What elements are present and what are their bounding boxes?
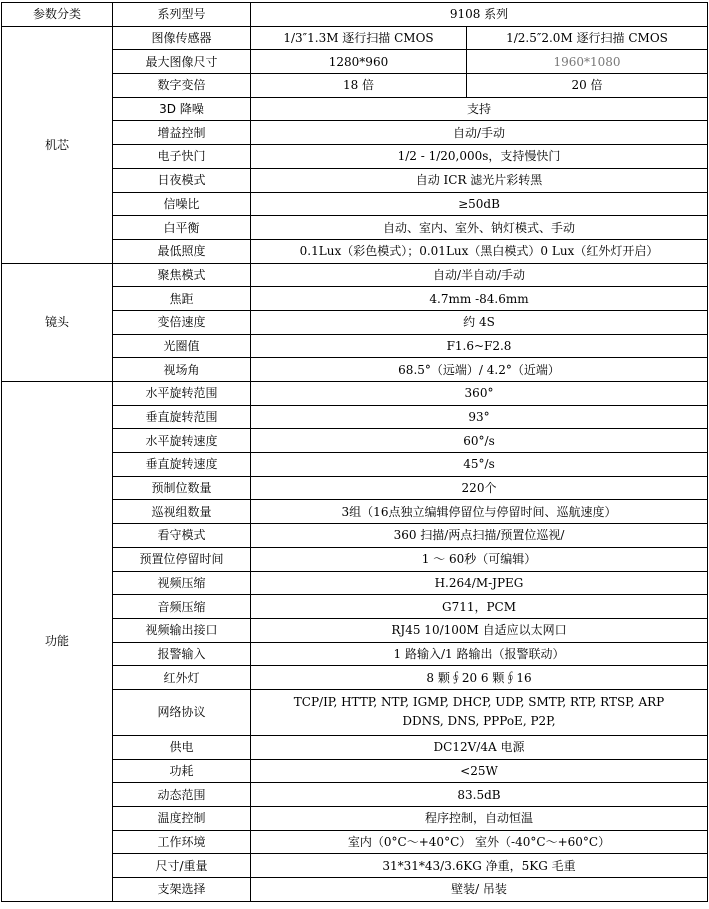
header-model: 系列型号 bbox=[113, 3, 251, 27]
row-value: 程序控制，自动恒温 bbox=[251, 807, 708, 831]
row-value: RJ45 10/100M 自适应以太网口 bbox=[251, 618, 708, 642]
row-value: 31*31*43/3.6KG 净重，5KG 毛重 bbox=[251, 854, 708, 878]
row-name: 温度控制 bbox=[113, 807, 251, 831]
row-name: 尺寸/重量 bbox=[113, 854, 251, 878]
row-name: 网络协议 bbox=[113, 689, 251, 735]
protocol-line: TCP/IP, HTTP, NTP, IGMP, DHCP, UDP, SMTP, RTP, RTSP, ARP bbox=[293, 695, 665, 710]
group-core: 机芯 bbox=[2, 26, 113, 263]
row-value: 0.1Lux（彩色模式）；0.01Lux（黑白模式）0 Lux（红外灯开启） bbox=[251, 239, 708, 263]
row-name: 最低照度 bbox=[113, 239, 251, 263]
row-value: 8 颗∮20 6 颗∮16 bbox=[251, 666, 708, 690]
table-row bbox=[2, 382, 708, 406]
row-name: 音频压缩 bbox=[113, 595, 251, 619]
row-value: 自动/手动 bbox=[251, 121, 708, 145]
row-name: 数字变倍 bbox=[113, 74, 251, 98]
row-value: 93° bbox=[251, 405, 708, 429]
spec-table bbox=[1, 2, 708, 902]
row-name: 焦距 bbox=[113, 287, 251, 311]
row-name: 光圈值 bbox=[113, 334, 251, 358]
row-name: 工作环境 bbox=[113, 830, 251, 854]
row-value: 1 ～ 60秒（可编辑） bbox=[251, 547, 708, 571]
row-value bbox=[251, 689, 708, 735]
row-name: 功耗 bbox=[113, 759, 251, 783]
row-value: 支持 bbox=[251, 97, 708, 121]
row-name: 水平旋转速度 bbox=[113, 429, 251, 453]
row-value: 20 倍 bbox=[467, 74, 708, 98]
row-name: 垂直旋转速度 bbox=[113, 453, 251, 477]
group-lens: 镜头 bbox=[2, 263, 113, 381]
row-value: F1.6~F2.8 bbox=[251, 334, 708, 358]
row-name: 聚焦模式 bbox=[113, 263, 251, 287]
row-name: 增益控制 bbox=[113, 121, 251, 145]
row-value: 1 路输入/1 路输出（报警联动） bbox=[251, 642, 708, 666]
row-value: 自动、室内、室外、钠灯模式、手动 bbox=[251, 216, 708, 240]
row-name: 巡视组数量 bbox=[113, 500, 251, 524]
row-name: 变倍速度 bbox=[113, 310, 251, 334]
row-value: 68.5°（远端）/ 4.2°（近端） bbox=[251, 358, 708, 382]
header-category: 参数分类 bbox=[2, 3, 113, 27]
row-value: 1/3″1.3M 逐行扫描 CMOS bbox=[251, 26, 467, 50]
row-value: 壁装/ 吊装 bbox=[251, 878, 708, 902]
row-value: 自动 ICR 滤光片彩转黑 bbox=[251, 168, 708, 192]
row-value: 1280*960 bbox=[251, 50, 467, 74]
row-name: 水平旋转范围 bbox=[113, 382, 251, 406]
row-value: 60°/s bbox=[251, 429, 708, 453]
row-name: 视频压缩 bbox=[113, 571, 251, 595]
row-value: 4.7mm -84.6mm bbox=[251, 287, 708, 311]
row-name: 动态范围 bbox=[113, 783, 251, 807]
row-value: 约 4S bbox=[251, 310, 708, 334]
row-name: 支架选择 bbox=[113, 878, 251, 902]
row-value: 360 扫描/两点扫描/预置位巡视/ bbox=[251, 524, 708, 548]
row-value: ≥50dB bbox=[251, 192, 708, 216]
row-name: 预置位停留时间 bbox=[113, 547, 251, 571]
row-value: 1/2 - 1/20,000s，支持慢快门 bbox=[251, 145, 708, 169]
row-name: 供电 bbox=[113, 735, 251, 759]
row-value: G711，PCM bbox=[251, 595, 708, 619]
row-value: 1960*1080 bbox=[467, 50, 708, 74]
row-name: 报警输入 bbox=[113, 642, 251, 666]
row-value: H.264/M-JPEG bbox=[251, 571, 708, 595]
row-name: 看守模式 bbox=[113, 524, 251, 548]
row-value: 1/2.5″2.0M 逐行扫描 CMOS bbox=[467, 26, 708, 50]
row-name: 白平衡 bbox=[113, 216, 251, 240]
row-name: 信噪比 bbox=[113, 192, 251, 216]
row-value: <25W bbox=[251, 759, 708, 783]
row-name: 最大图像尺寸 bbox=[113, 50, 251, 74]
row-value: 室内（0°C～+40°C） 室外（-40°C～+60°C） bbox=[251, 830, 708, 854]
row-value: 83.5dB bbox=[251, 783, 708, 807]
row-value: DC12V/4A 电源 bbox=[251, 735, 708, 759]
row-name: 预制位数量 bbox=[113, 476, 251, 500]
row-name: 日夜模式 bbox=[113, 168, 251, 192]
row-name: 3D 降噪 bbox=[113, 97, 251, 121]
row-name: 视频输出接口 bbox=[113, 618, 251, 642]
row-name: 图像传感器 bbox=[113, 26, 251, 50]
row-value: 3组（16点独立编辑停留位与停留时间、巡航速度） bbox=[251, 500, 708, 524]
row-value: 自动/半自动/手动 bbox=[251, 263, 708, 287]
row-value: 18 倍 bbox=[251, 74, 467, 98]
row-name: 电子快门 bbox=[113, 145, 251, 169]
group-func: 功能 bbox=[2, 382, 113, 902]
row-value: 45°/s bbox=[251, 453, 708, 477]
protocol-line: DDNS, DNS, PPPoE, P2P, bbox=[402, 714, 556, 729]
row-value: 360° bbox=[251, 382, 708, 406]
row-name: 视场角 bbox=[113, 358, 251, 382]
row-name: 红外灯 bbox=[113, 666, 251, 690]
row-name: 垂直旋转范围 bbox=[113, 405, 251, 429]
row-value: 220个 bbox=[251, 476, 708, 500]
table-row bbox=[2, 26, 708, 50]
header-series: 9108 系列 bbox=[251, 3, 708, 27]
table-row bbox=[2, 263, 708, 287]
header-row bbox=[2, 3, 708, 27]
